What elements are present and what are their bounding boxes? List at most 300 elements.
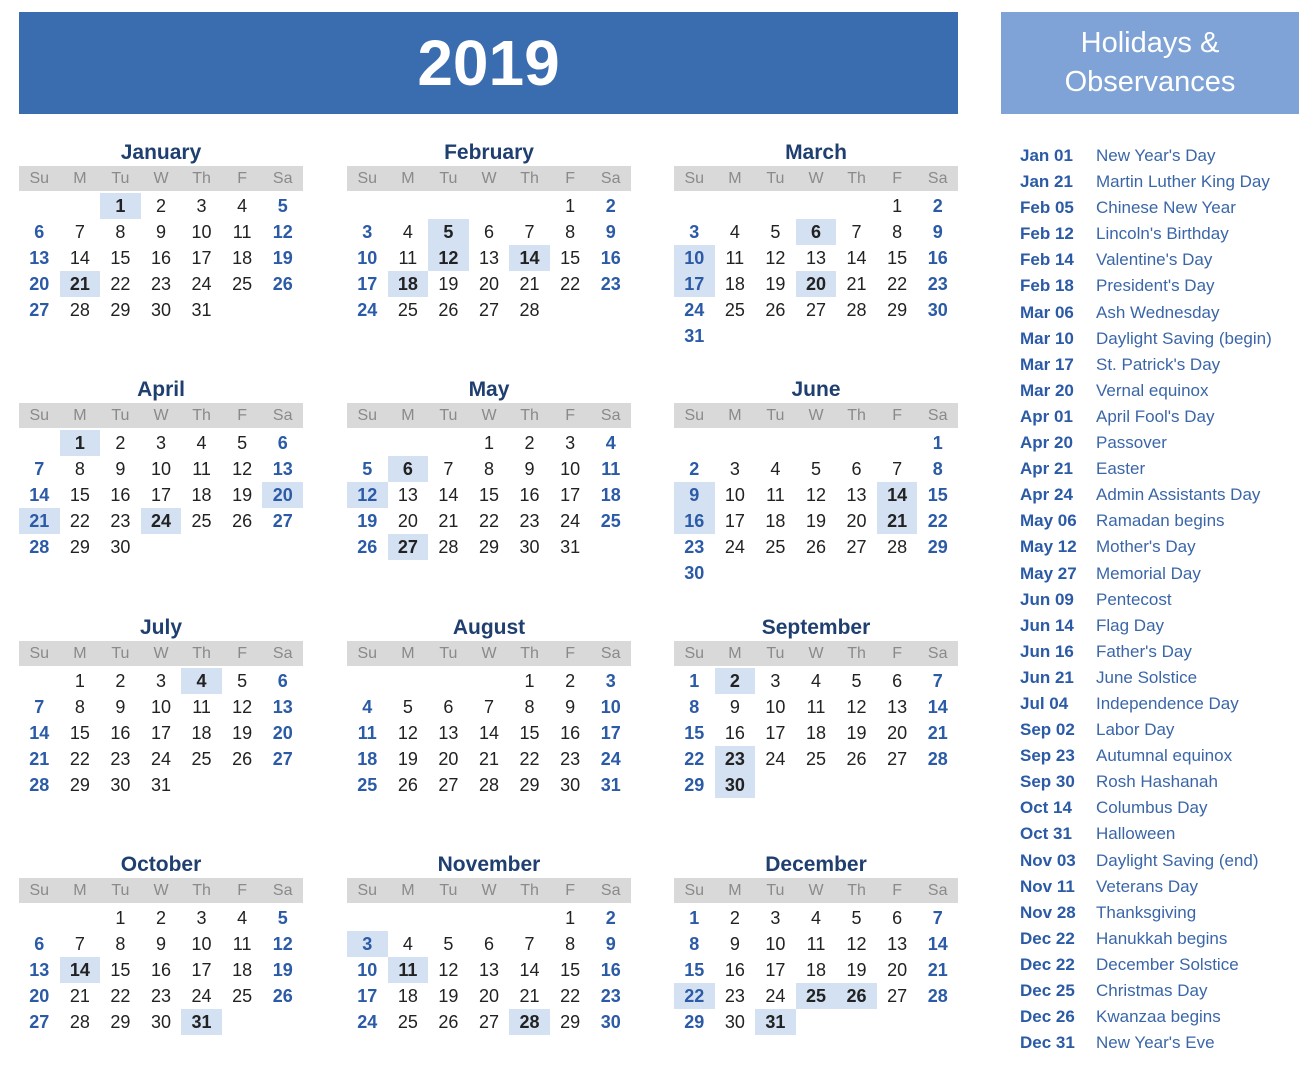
weekday-label: Su bbox=[29, 645, 50, 662]
day-cell: 4 bbox=[810, 908, 821, 928]
day-cell: 16 bbox=[150, 248, 171, 268]
holiday-name: New Year's Day bbox=[1096, 146, 1216, 165]
day-cell: 11 bbox=[725, 248, 745, 268]
day-cell: 6 bbox=[892, 671, 903, 691]
day-cell: 21 bbox=[69, 986, 90, 1006]
holiday-name: Ash Wednesday bbox=[1096, 302, 1220, 322]
month-april bbox=[19, 377, 303, 560]
holiday-day-cell: 21 bbox=[19, 508, 60, 534]
day-cell: 15 bbox=[519, 723, 540, 743]
holiday-row bbox=[1020, 743, 1310, 769]
weekday-label: Th bbox=[520, 170, 539, 187]
day-cell: 21 bbox=[846, 274, 867, 294]
holiday-date: Jun 21 bbox=[1020, 667, 1074, 687]
day-cell: 9 bbox=[605, 934, 616, 954]
day-cell: 17 bbox=[357, 274, 378, 294]
day-cell: 18 bbox=[232, 248, 253, 268]
day-cell: 10 bbox=[191, 934, 212, 954]
day-cell: 16 bbox=[519, 485, 540, 505]
weekday-header bbox=[347, 878, 631, 903]
day-cell: 4 bbox=[237, 196, 248, 216]
weekday-label: Su bbox=[684, 882, 705, 899]
day-cell: 12 bbox=[232, 459, 253, 479]
day-cell: 22 bbox=[478, 511, 499, 531]
day-cell: 15 bbox=[110, 248, 131, 268]
holiday-day-cell: 6 bbox=[796, 219, 837, 245]
weekday-label: Sa bbox=[927, 882, 948, 899]
day-cell: 5 bbox=[237, 433, 248, 453]
day-cell: 30 bbox=[110, 537, 131, 557]
weekday-label: M bbox=[728, 407, 742, 424]
holiday-row bbox=[1020, 300, 1310, 326]
day-cell: 3 bbox=[689, 222, 700, 242]
day-cell: 7 bbox=[932, 671, 943, 691]
holiday-day-cell: 25 bbox=[796, 983, 837, 1009]
holiday-row bbox=[1020, 900, 1310, 926]
holiday-row bbox=[1020, 482, 1310, 508]
holiday-name: Pentecost bbox=[1096, 589, 1172, 609]
weekday-label: Th bbox=[847, 407, 866, 424]
day-cell: 22 bbox=[69, 749, 90, 769]
day-cell: 13 bbox=[438, 723, 459, 743]
day-cell: 28 bbox=[478, 775, 499, 795]
month-january bbox=[19, 140, 303, 323]
day-cell: 2 bbox=[605, 908, 616, 928]
day-cell: 12 bbox=[272, 934, 293, 954]
day-cell: 28 bbox=[69, 300, 90, 320]
holiday-date: Nov 28 bbox=[1020, 902, 1076, 922]
day-cell: 13 bbox=[887, 934, 908, 954]
holiday-day-cell: 17 bbox=[674, 271, 715, 297]
day-cell: 9 bbox=[115, 459, 126, 479]
day-cell: 26 bbox=[357, 537, 378, 557]
day-cell: 29 bbox=[69, 775, 90, 795]
holiday-day-cell: 24 bbox=[141, 508, 182, 534]
day-cell: 19 bbox=[846, 960, 867, 980]
holiday-date: Dec 26 bbox=[1020, 1007, 1075, 1027]
day-grid bbox=[19, 905, 303, 1035]
day-cell: 3 bbox=[605, 671, 616, 691]
holiday-row bbox=[1020, 326, 1310, 352]
day-cell: 27 bbox=[438, 775, 459, 795]
day-cell: 2 bbox=[524, 433, 535, 453]
holiday-row bbox=[1020, 665, 1310, 691]
day-cell: 2 bbox=[115, 671, 126, 691]
day-cell: 14 bbox=[29, 485, 50, 505]
day-cell: 25 bbox=[765, 537, 786, 557]
day-cell: 18 bbox=[397, 986, 418, 1006]
day-cell: 22 bbox=[69, 511, 90, 531]
weekday-label: Su bbox=[29, 407, 50, 424]
holiday-row bbox=[1020, 821, 1310, 847]
day-cell: 29 bbox=[69, 537, 90, 557]
weekday-label: W bbox=[481, 407, 497, 424]
day-cell: 28 bbox=[29, 775, 50, 795]
holiday-row bbox=[1020, 352, 1310, 378]
day-cell: 12 bbox=[846, 934, 867, 954]
day-cell: 24 bbox=[724, 537, 745, 557]
day-cell: 1 bbox=[689, 671, 700, 691]
day-cell: 5 bbox=[277, 196, 288, 216]
holiday-day-cell: 21 bbox=[877, 508, 918, 534]
day-cell: 1 bbox=[565, 196, 576, 216]
day-cell: 4 bbox=[402, 934, 413, 954]
holiday-name: Father's Day bbox=[1096, 641, 1192, 661]
weekday-label: Sa bbox=[272, 645, 293, 662]
year-title: 2019 bbox=[417, 27, 560, 99]
day-cell: 25 bbox=[232, 986, 253, 1006]
holiday-day-cell: 21 bbox=[60, 271, 101, 297]
weekday-header bbox=[674, 166, 958, 191]
weekday-label: F bbox=[237, 645, 248, 662]
holiday-day-cell: 14 bbox=[60, 957, 101, 983]
holiday-name: April Fool's Day bbox=[1096, 406, 1215, 426]
empty-cell bbox=[347, 668, 388, 694]
day-cell: 19 bbox=[805, 511, 826, 531]
day-cell: 10 bbox=[357, 960, 378, 980]
empty-cell bbox=[388, 430, 429, 456]
day-cell: 27 bbox=[478, 1012, 499, 1032]
day-cell: 7 bbox=[483, 697, 494, 717]
day-cell: 31 bbox=[600, 775, 621, 795]
weekday-label: Th bbox=[847, 170, 866, 187]
weekday-label: Sa bbox=[600, 170, 621, 187]
weekday-label: Tu bbox=[439, 407, 458, 424]
holiday-name: Veterans Day bbox=[1096, 876, 1199, 896]
day-cell: 13 bbox=[29, 248, 50, 268]
weekday-label: W bbox=[153, 170, 169, 187]
holiday-date: Dec 25 bbox=[1020, 981, 1075, 1000]
weekday-label: Sa bbox=[927, 645, 948, 662]
day-cell: 8 bbox=[115, 934, 126, 954]
day-cell: 29 bbox=[519, 775, 540, 795]
day-cell: 15 bbox=[684, 723, 705, 743]
empty-cell bbox=[347, 905, 388, 931]
day-cell: 31 bbox=[684, 326, 705, 346]
weekday-label: Tu bbox=[766, 882, 785, 899]
day-cell: 8 bbox=[524, 697, 535, 717]
day-cell: 14 bbox=[927, 934, 948, 954]
weekday-label: W bbox=[481, 645, 497, 662]
holiday-row bbox=[1020, 795, 1310, 821]
month-title: November bbox=[437, 853, 541, 876]
weekday-header bbox=[19, 166, 303, 191]
day-cell: 17 bbox=[724, 511, 745, 531]
day-cell: 27 bbox=[846, 537, 867, 557]
empty-cell bbox=[428, 668, 469, 694]
holiday-day-cell: 5 bbox=[428, 219, 469, 245]
holiday-date: Feb 05 bbox=[1020, 198, 1074, 218]
empty-cell bbox=[19, 668, 60, 694]
day-cell: 20 bbox=[29, 986, 50, 1006]
holidays-banner bbox=[1001, 12, 1299, 114]
day-cell: 10 bbox=[560, 459, 581, 479]
holiday-day-cell: 12 bbox=[428, 245, 469, 271]
weekday-label: W bbox=[808, 407, 824, 424]
holiday-day-cell: 2 bbox=[715, 668, 756, 694]
holiday-date: Apr 20 bbox=[1020, 433, 1073, 453]
day-cell: 13 bbox=[29, 960, 50, 980]
day-cell: 4 bbox=[770, 459, 781, 479]
empty-cell bbox=[60, 193, 101, 219]
weekday-label: Tu bbox=[766, 645, 785, 662]
day-cell: 29 bbox=[110, 300, 131, 320]
holiday-name: December Solstice bbox=[1096, 954, 1239, 974]
holiday-name: Daylight Saving (begin) bbox=[1096, 328, 1272, 348]
holiday-date: Apr 01 bbox=[1020, 406, 1073, 426]
weekday-label: M bbox=[728, 882, 742, 899]
weekday-label: W bbox=[153, 407, 169, 424]
day-cell: 14 bbox=[29, 723, 50, 743]
day-cell: 3 bbox=[770, 908, 781, 928]
day-cell: 23 bbox=[600, 274, 621, 294]
day-cell: 3 bbox=[362, 222, 373, 242]
day-cell: 28 bbox=[887, 537, 908, 557]
day-cell: 28 bbox=[69, 1012, 90, 1032]
day-cell: 16 bbox=[560, 723, 581, 743]
day-cell: 24 bbox=[560, 511, 581, 531]
day-cell: 20 bbox=[846, 511, 867, 531]
day-cell: 6 bbox=[892, 908, 903, 928]
weekday-label: Tu bbox=[766, 407, 785, 424]
day-cell: 19 bbox=[272, 960, 293, 980]
month-august bbox=[347, 615, 631, 798]
day-cell: 20 bbox=[272, 723, 293, 743]
day-cell: 17 bbox=[600, 723, 621, 743]
day-cell: 24 bbox=[357, 300, 378, 320]
day-cell: 10 bbox=[191, 222, 212, 242]
day-cell: 12 bbox=[232, 697, 253, 717]
holiday-day-cell: 16 bbox=[674, 508, 715, 534]
holiday-name: St. Patrick's Day bbox=[1096, 354, 1221, 374]
day-cell: 24 bbox=[684, 300, 705, 320]
weekday-label: M bbox=[73, 882, 87, 899]
day-cell: 23 bbox=[560, 749, 581, 769]
day-cell: 19 bbox=[438, 274, 459, 294]
day-cell: 30 bbox=[519, 537, 540, 557]
day-cell: 14 bbox=[69, 248, 90, 268]
day-cell: 28 bbox=[519, 300, 540, 320]
holiday-name: Daylight Saving (end) bbox=[1096, 850, 1259, 870]
weekday-label: F bbox=[892, 882, 903, 899]
holiday-date: Feb 12 bbox=[1020, 224, 1074, 244]
day-cell: 31 bbox=[560, 537, 581, 557]
day-cell: 13 bbox=[272, 697, 293, 717]
day-cell: 6 bbox=[483, 934, 494, 954]
day-cell: 28 bbox=[927, 749, 948, 769]
day-cell: 15 bbox=[69, 723, 90, 743]
day-cell: 7 bbox=[892, 459, 903, 479]
day-cell: 6 bbox=[34, 222, 45, 242]
weekday-label: Th bbox=[192, 645, 211, 662]
weekday-label: M bbox=[401, 645, 415, 662]
day-cell: 13 bbox=[887, 697, 908, 717]
day-cell: 15 bbox=[927, 485, 948, 505]
month-title: August bbox=[452, 616, 526, 639]
holiday-day-cell: 27 bbox=[388, 534, 429, 560]
day-cell: 23 bbox=[150, 274, 171, 294]
day-cell: 23 bbox=[150, 986, 171, 1006]
day-cell: 1 bbox=[565, 908, 576, 928]
weekday-label: Sa bbox=[272, 170, 293, 187]
day-cell: 27 bbox=[887, 749, 908, 769]
day-cell: 23 bbox=[519, 511, 540, 531]
holiday-date: Jan 21 bbox=[1020, 172, 1073, 192]
weekday-label: M bbox=[73, 407, 87, 424]
day-cell: 9 bbox=[565, 697, 576, 717]
weekday-header bbox=[19, 878, 303, 903]
day-cell: 22 bbox=[684, 749, 705, 769]
day-cell: 8 bbox=[483, 459, 494, 479]
day-cell: 8 bbox=[892, 222, 903, 242]
holiday-day-cell: 3 bbox=[347, 931, 388, 957]
day-cell: 5 bbox=[810, 459, 821, 479]
empty-cell bbox=[469, 905, 510, 931]
day-cell: 27 bbox=[272, 749, 293, 769]
weekday-label: F bbox=[237, 170, 248, 187]
day-cell: 28 bbox=[846, 300, 867, 320]
empty-cell bbox=[388, 193, 429, 219]
day-cell: 25 bbox=[191, 749, 212, 769]
day-cell: 20 bbox=[397, 511, 418, 531]
holiday-row bbox=[1020, 378, 1310, 404]
holiday-day-cell: 11 bbox=[388, 957, 429, 983]
empty-cell bbox=[674, 193, 715, 219]
day-cell: 3 bbox=[565, 433, 576, 453]
holiday-name: Thanksgiving bbox=[1096, 902, 1197, 922]
month-title: January bbox=[120, 141, 202, 164]
holiday-row bbox=[1020, 247, 1310, 273]
day-cell: 27 bbox=[29, 1012, 50, 1032]
holiday-date: May 27 bbox=[1020, 563, 1077, 583]
day-cell: 2 bbox=[115, 433, 126, 453]
day-cell: 4 bbox=[402, 222, 413, 242]
weekday-label: Th bbox=[520, 407, 539, 424]
day-cell: 11 bbox=[766, 485, 785, 505]
holiday-date: Dec 31 bbox=[1020, 1033, 1075, 1053]
weekday-label: W bbox=[481, 170, 497, 187]
day-cell: 18 bbox=[232, 960, 253, 980]
holiday-day-cell: 31 bbox=[181, 1009, 222, 1035]
day-cell: 8 bbox=[74, 697, 85, 717]
day-cell: 20 bbox=[29, 274, 50, 294]
weekday-header bbox=[674, 878, 958, 903]
weekday-label: W bbox=[808, 645, 824, 662]
day-grid bbox=[674, 905, 958, 1035]
day-cell: 7 bbox=[851, 222, 862, 242]
holiday-date: Dec 22 bbox=[1020, 954, 1075, 974]
day-cell: 7 bbox=[74, 934, 85, 954]
day-cell: 30 bbox=[560, 775, 581, 795]
holiday-day-cell: 14 bbox=[877, 482, 918, 508]
day-cell: 10 bbox=[357, 248, 378, 268]
month-title: October bbox=[120, 853, 202, 876]
day-cell: 23 bbox=[110, 749, 131, 769]
month-title: March bbox=[785, 141, 847, 164]
holiday-day-cell: 28 bbox=[509, 1009, 550, 1035]
holiday-date: Mar 20 bbox=[1020, 380, 1074, 400]
day-cell: 6 bbox=[443, 697, 454, 717]
day-cell: 18 bbox=[724, 274, 745, 294]
day-cell: 24 bbox=[191, 274, 212, 294]
day-cell: 14 bbox=[927, 697, 948, 717]
day-cell: 19 bbox=[765, 274, 786, 294]
day-cell: 8 bbox=[565, 222, 576, 242]
day-cell: 16 bbox=[110, 485, 131, 505]
day-cell: 15 bbox=[560, 960, 581, 980]
day-cell: 11 bbox=[192, 697, 211, 717]
day-cell: 9 bbox=[729, 697, 740, 717]
day-cell: 29 bbox=[560, 1012, 581, 1032]
weekday-label: Su bbox=[357, 882, 378, 899]
holiday-row bbox=[1020, 195, 1310, 221]
day-cell: 9 bbox=[155, 934, 166, 954]
holiday-name: Easter bbox=[1096, 459, 1146, 479]
empty-cell bbox=[796, 430, 837, 456]
day-grid bbox=[19, 668, 303, 798]
month-title: June bbox=[791, 378, 841, 401]
holiday-day-cell: 31 bbox=[755, 1009, 796, 1035]
empty-cell bbox=[715, 193, 756, 219]
day-cell: 22 bbox=[519, 749, 540, 769]
weekday-label: F bbox=[237, 407, 248, 424]
day-cell: 1 bbox=[689, 908, 700, 928]
day-cell: 2 bbox=[689, 459, 700, 479]
day-cell: 30 bbox=[724, 1012, 745, 1032]
holiday-date: May 06 bbox=[1020, 511, 1077, 531]
weekday-label: M bbox=[401, 407, 415, 424]
weekday-label: Th bbox=[847, 882, 866, 899]
day-cell: 25 bbox=[397, 1012, 418, 1032]
holiday-date: Jan 01 bbox=[1020, 146, 1073, 165]
day-cell: 30 bbox=[927, 300, 948, 320]
day-cell: 16 bbox=[724, 960, 745, 980]
day-cell: 1 bbox=[524, 671, 535, 691]
day-cell: 13 bbox=[397, 485, 418, 505]
holiday-day-cell: 18 bbox=[388, 271, 429, 297]
month-may bbox=[347, 377, 631, 560]
holiday-row bbox=[1020, 717, 1310, 743]
holiday-row bbox=[1020, 1030, 1310, 1056]
day-grid bbox=[347, 193, 631, 323]
day-cell: 7 bbox=[34, 697, 45, 717]
day-cell: 5 bbox=[770, 222, 781, 242]
holiday-day-cell: 20 bbox=[262, 482, 303, 508]
day-cell: 8 bbox=[689, 934, 700, 954]
day-cell: 5 bbox=[851, 908, 862, 928]
weekday-label: Sa bbox=[272, 407, 293, 424]
day-cell: 11 bbox=[806, 697, 826, 717]
holiday-day-cell: 14 bbox=[509, 245, 550, 271]
holiday-row bbox=[1020, 769, 1310, 795]
day-cell: 4 bbox=[729, 222, 740, 242]
day-cell: 19 bbox=[397, 749, 418, 769]
year-banner bbox=[19, 12, 958, 114]
holiday-name: Labor Day bbox=[1096, 720, 1175, 740]
day-cell: 14 bbox=[478, 723, 499, 743]
weekday-label: W bbox=[153, 882, 169, 899]
holiday-day-cell: 4 bbox=[181, 668, 222, 694]
month-title: May bbox=[468, 378, 510, 401]
day-cell: 12 bbox=[765, 248, 786, 268]
day-cell: 11 bbox=[357, 723, 377, 743]
holiday-day-cell: 9 bbox=[674, 482, 715, 508]
day-cell: 13 bbox=[805, 248, 826, 268]
day-cell: 6 bbox=[851, 459, 862, 479]
day-cell: 24 bbox=[150, 749, 171, 769]
day-cell: 26 bbox=[272, 274, 293, 294]
empty-cell bbox=[715, 430, 756, 456]
